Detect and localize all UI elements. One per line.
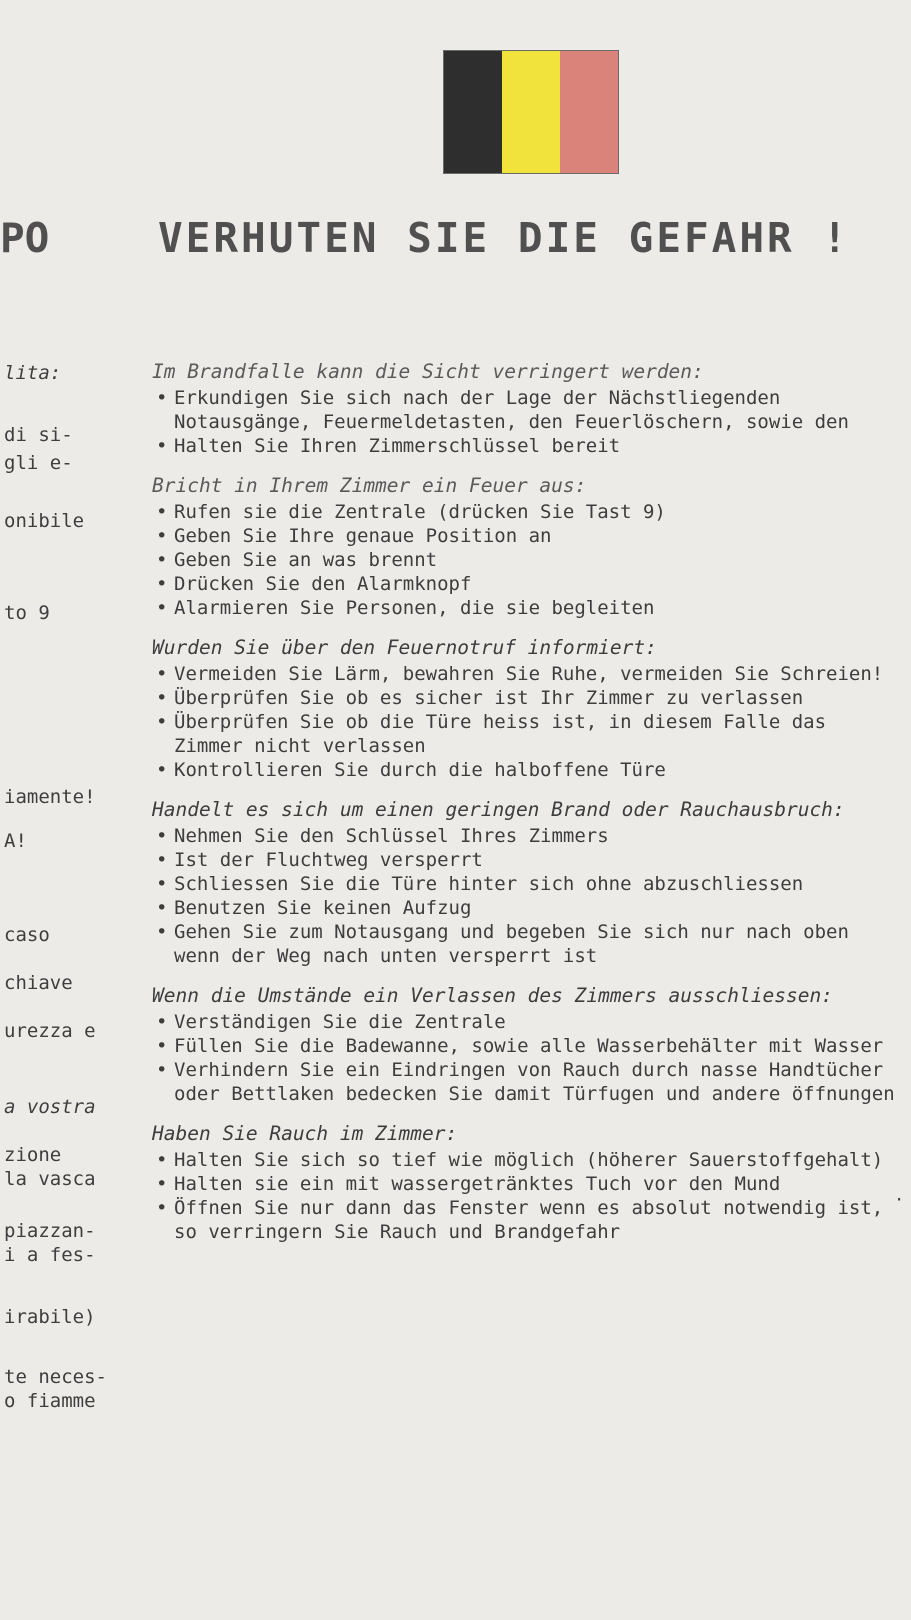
instruction-section <box>150 360 895 458</box>
instruction-item: • Ist der Fluchtweg versperrt <box>150 848 895 872</box>
left-text-fragment: la vasca <box>4 1168 96 1190</box>
instruction-list <box>150 386 895 458</box>
left-text-fragment: i a fes- <box>4 1244 96 1266</box>
left-text-fragment: o fiamme <box>4 1390 96 1412</box>
instruction-section <box>150 1122 895 1244</box>
left-title-fragment: PO <box>0 214 50 262</box>
instruction-list <box>150 1010 895 1106</box>
left-text-fragment: gli e- <box>4 452 73 474</box>
left-text-fragment: zione <box>4 1144 62 1166</box>
instruction-item: • Kontrollieren Sie durch die halboffene Türe <box>150 758 895 782</box>
left-text-fragment: caso <box>4 924 50 946</box>
section-heading: Wurden Sie über den Feuernotruf informiert: <box>152 636 657 659</box>
instruction-item: • Verhindern Sie ein Eindringen von Rauch durch nasse Handtücher oder Bettlaken bedecken Sie damit Türfugen und andere öffnungen <box>150 1058 895 1106</box>
instruction-list <box>150 662 895 782</box>
right-edge-mark: · <box>894 1190 905 1210</box>
instruction-section <box>150 798 895 968</box>
left-text-fragment: di si- <box>4 424 73 446</box>
left-text-fragment: chiave <box>4 972 73 994</box>
left-text-fragment: piazzan- <box>4 1220 96 1242</box>
instruction-item: • Benutzen Sie keinen Aufzug <box>150 896 895 920</box>
left-text-fragment: iamente! <box>4 786 96 808</box>
left-text-fragment: te neces- <box>4 1366 107 1388</box>
flag-band-red <box>560 51 618 173</box>
instruction-list <box>150 500 895 620</box>
instruction-item: • Halten Sie Ihren Zimmerschlüssel bereit <box>150 434 895 458</box>
instruction-list <box>150 1148 895 1244</box>
left-text-fragment: to 9 <box>4 602 50 624</box>
instruction-item: • Füllen Sie die Badewanne, sowie alle Wasserbehälter mit Wasser <box>150 1034 895 1058</box>
left-text-fragment: irabile) <box>4 1306 96 1328</box>
section-heading: Im Brandfalle kann die Sicht verringert werden: <box>152 360 704 383</box>
instruction-item: • Erkundigen Sie sich nach der Lage der Nächstliegenden Notausgänge, Feuermeldetasten, den Feuerlöschern, sowie den <box>150 386 895 434</box>
instruction-item: • Alarmieren Sie Personen, die sie begleiten <box>150 596 895 620</box>
instruction-section <box>150 984 895 1106</box>
left-text-fragment: urezza e <box>4 1020 96 1042</box>
section-heading: Handelt es sich um einen geringen Brand oder Rauchausbruch: <box>152 798 845 821</box>
instruction-list <box>150 824 895 968</box>
section-heading: Wenn die Umstände ein Verlassen des Zimmers ausschliessen: <box>152 984 833 1007</box>
right-edge-fragments <box>892 1190 911 1620</box>
main-instructions <box>150 360 895 1260</box>
instruction-item: • Geben Sie an was brennt <box>150 548 895 572</box>
instruction-item: • Schliessen Sie die Türe hinter sich ohne abzuschliessen <box>150 872 895 896</box>
left-text-fragment: onibile <box>4 510 85 532</box>
instruction-section <box>150 474 895 620</box>
instruction-item: • Verständigen Sie die Zentrale <box>150 1010 895 1034</box>
instruction-item: • Überprüfen Sie ob die Türe heiss ist, in diesem Falle das Zimmer nicht verlassen <box>150 710 895 758</box>
page-title: VERHUTEN SIE DIE GEFAHR ! <box>158 214 851 262</box>
instruction-item: • Überprüfen Sie ob es sicher ist Ihr Zimmer zu verlassen <box>150 686 895 710</box>
left-text-fragment: A! <box>4 830 27 852</box>
instruction-item: • Vermeiden Sie Lärm, bewahren Sie Ruhe, vermeiden Sie Schreien! <box>150 662 895 686</box>
instruction-item: • Rufen sie die Zentrale (drücken Sie Tast 9) <box>150 500 895 524</box>
left-text-fragment: a vostra <box>4 1096 96 1118</box>
instruction-item: • Gehen Sie zum Notausgang und begeben Sie sich nur nach oben wenn der Weg nach unten versperrt ist <box>150 920 895 968</box>
instruction-item: • Öffnen Sie nur dann das Fenster wenn es absolut notwendig ist, so verringern Sie Rauch und Brandgefahr <box>150 1196 895 1244</box>
instruction-section <box>150 636 895 782</box>
belgian-flag-image <box>443 50 619 174</box>
instruction-item: • Halten sie ein mit wassergetränktes Tuch vor den Mund <box>150 1172 895 1196</box>
flag-band-yellow <box>502 51 560 173</box>
instruction-item: • Halten Sie sich so tief wie möglich (höherer Sauerstoffgehalt) <box>150 1148 895 1172</box>
instruction-item: • Nehmen Sie den Schlüssel Ihres Zimmers <box>150 824 895 848</box>
flag-band-black <box>444 51 502 173</box>
left-text-fragment: lita: <box>4 362 62 384</box>
left-column-fragments <box>0 0 135 1620</box>
section-heading: Haben Sie Rauch im Zimmer: <box>152 1122 458 1145</box>
instruction-item: • Drücken Sie den Alarmknopf <box>150 572 895 596</box>
instruction-item: • Geben Sie Ihre genaue Position an <box>150 524 895 548</box>
section-heading: Bricht in Ihrem Zimmer ein Feuer aus: <box>152 474 587 497</box>
